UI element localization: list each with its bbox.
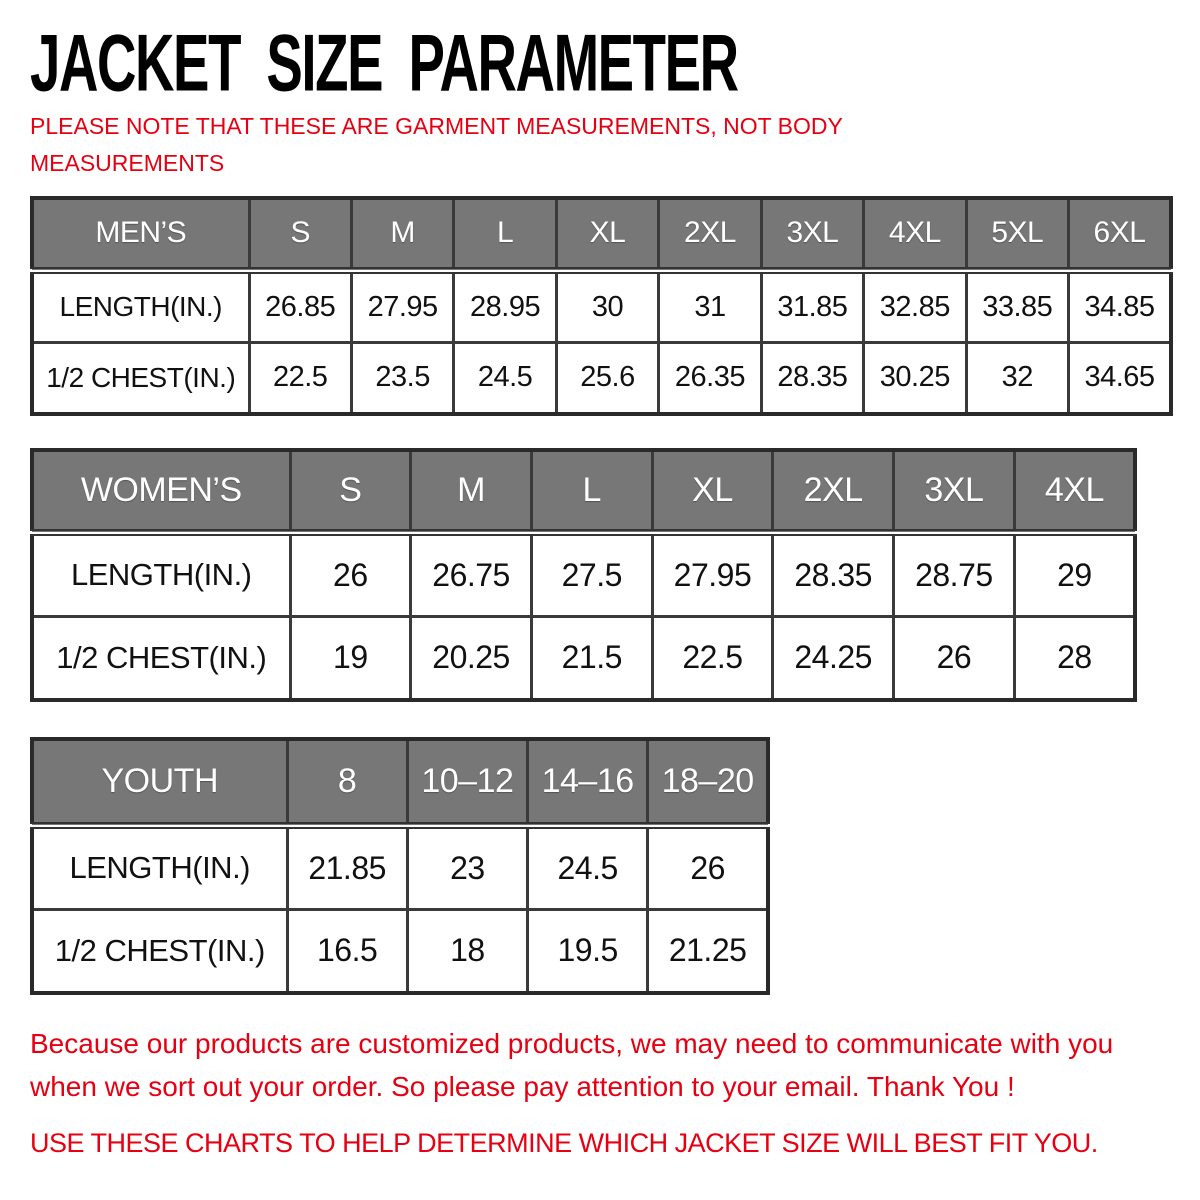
womens-table-title: WOMEN’S [32, 450, 290, 532]
measurement-row-label: 1/2 CHEST(IN.) [32, 909, 287, 993]
measurement-value: 33.85 [966, 270, 1068, 342]
womens-measurement-row [32, 616, 1135, 700]
mens-size-table [30, 196, 1173, 416]
measurement-value: 31.85 [761, 270, 863, 342]
measurement-value: 19.5 [528, 909, 648, 993]
measurement-value: 26 [290, 532, 411, 616]
youth-measurement-row [32, 909, 768, 993]
mens-size-column-header: 2XL [659, 198, 761, 270]
womens-measurement-row [32, 532, 1135, 616]
measurement-value: 23.5 [351, 342, 453, 414]
mens-size-column-header: L [454, 198, 556, 270]
measurement-value: 22.5 [652, 616, 773, 700]
measurement-value: 28.95 [454, 270, 556, 342]
mens-size-column-header: 3XL [761, 198, 863, 270]
measurement-row-label: LENGTH(IN.) [32, 270, 249, 342]
youth-size-table [30, 737, 770, 995]
mens-size-column-header: 4XL [864, 198, 966, 270]
measurement-row-label: 1/2 CHEST(IN.) [32, 342, 249, 414]
measurement-row-label: LENGTH(IN.) [32, 532, 290, 616]
measurement-value: 30.25 [864, 342, 966, 414]
measurement-value: 28.75 [894, 532, 1015, 616]
customized-products-notice [30, 1022, 1113, 1108]
measurement-value: 20.25 [411, 616, 532, 700]
use-charts-note: USE THESE CHARTS TO HELP DETERMINE WHICH JACKET SIZE WILL BEST FIT YOU. [30, 1128, 1098, 1158]
measurement-value: 26 [648, 825, 768, 909]
measurement-value: 27.95 [652, 532, 773, 616]
womens-size-column-header: 4XL [1014, 450, 1135, 532]
measurement-value: 21.85 [287, 825, 407, 909]
measurement-value: 24.5 [528, 825, 648, 909]
youth-measurement-row [32, 825, 768, 909]
measurement-value: 26.35 [659, 342, 761, 414]
measurement-value: 23 [407, 825, 527, 909]
youth-size-column-header: 8 [287, 739, 407, 825]
measurement-value: 21.5 [531, 616, 652, 700]
notice-line-2: when we sort out your order. So please pay attention to your email. Thank You ! [30, 1071, 1015, 1102]
womens-size-column-header: M [411, 450, 532, 532]
measurement-value: 16.5 [287, 909, 407, 993]
mens-size-column-header: XL [556, 198, 658, 270]
mens-size-column-header: S [249, 198, 351, 270]
measurement-value: 34.85 [1069, 270, 1172, 342]
measurement-value: 24.25 [773, 616, 894, 700]
measurement-value: 18 [407, 909, 527, 993]
mens-size-column-header: 6XL [1069, 198, 1172, 270]
measurement-value: 28.35 [761, 342, 863, 414]
mens-header-row [32, 198, 1171, 270]
womens-header-row [32, 450, 1135, 532]
youth-size-column-header: 10–12 [407, 739, 527, 825]
measurement-value: 26 [894, 616, 1015, 700]
measurement-value: 32.85 [864, 270, 966, 342]
measurement-value: 26.75 [411, 532, 532, 616]
measurement-value: 34.65 [1069, 342, 1172, 414]
womens-size-column-header: 3XL [894, 450, 1015, 532]
measurement-value: 26.85 [249, 270, 351, 342]
measurement-value: 30 [556, 270, 658, 342]
measurement-row-label: 1/2 CHEST(IN.) [32, 616, 290, 700]
mens-measurement-row [32, 342, 1171, 414]
mens-size-column-header: 5XL [966, 198, 1068, 270]
womens-size-column-header: L [531, 450, 652, 532]
measurement-value: 25.6 [556, 342, 658, 414]
page-title: JACKET SIZE PARAMETER [30, 16, 738, 109]
measurement-value: 28.35 [773, 532, 894, 616]
youth-table-title: YOUTH [32, 739, 287, 825]
youth-size-column-header: 18–20 [648, 739, 768, 825]
mens-size-column-header: M [351, 198, 453, 270]
youth-header-row [32, 739, 768, 825]
measurement-value: 32 [966, 342, 1068, 414]
mens-measurement-row [32, 270, 1171, 342]
garment-measurements-note [30, 108, 843, 182]
measurement-value: 19 [290, 616, 411, 700]
measurement-value: 29 [1014, 532, 1135, 616]
measurement-value: 22.5 [249, 342, 351, 414]
womens-size-column-header: S [290, 450, 411, 532]
womens-size-table [30, 448, 1137, 702]
mens-table-title: MEN’S [32, 198, 249, 270]
measurement-value: 21.25 [648, 909, 768, 993]
note-line-1: PLEASE NOTE THAT THESE ARE GARMENT MEASUREMENTS, NOT BODY [30, 113, 843, 139]
womens-size-column-header: XL [652, 450, 773, 532]
measurement-value: 27.95 [351, 270, 453, 342]
measurement-value: 24.5 [454, 342, 556, 414]
measurement-value: 28 [1014, 616, 1135, 700]
notice-line-1: Because our products are customized products, we may need to communicate with you [30, 1028, 1114, 1059]
note-line-2: MEASUREMENTS [30, 150, 225, 176]
youth-size-column-header: 14–16 [528, 739, 648, 825]
measurement-value: 27.5 [531, 532, 652, 616]
womens-size-column-header: 2XL [773, 450, 894, 532]
measurement-value: 31 [659, 270, 761, 342]
measurement-row-label: LENGTH(IN.) [32, 825, 287, 909]
